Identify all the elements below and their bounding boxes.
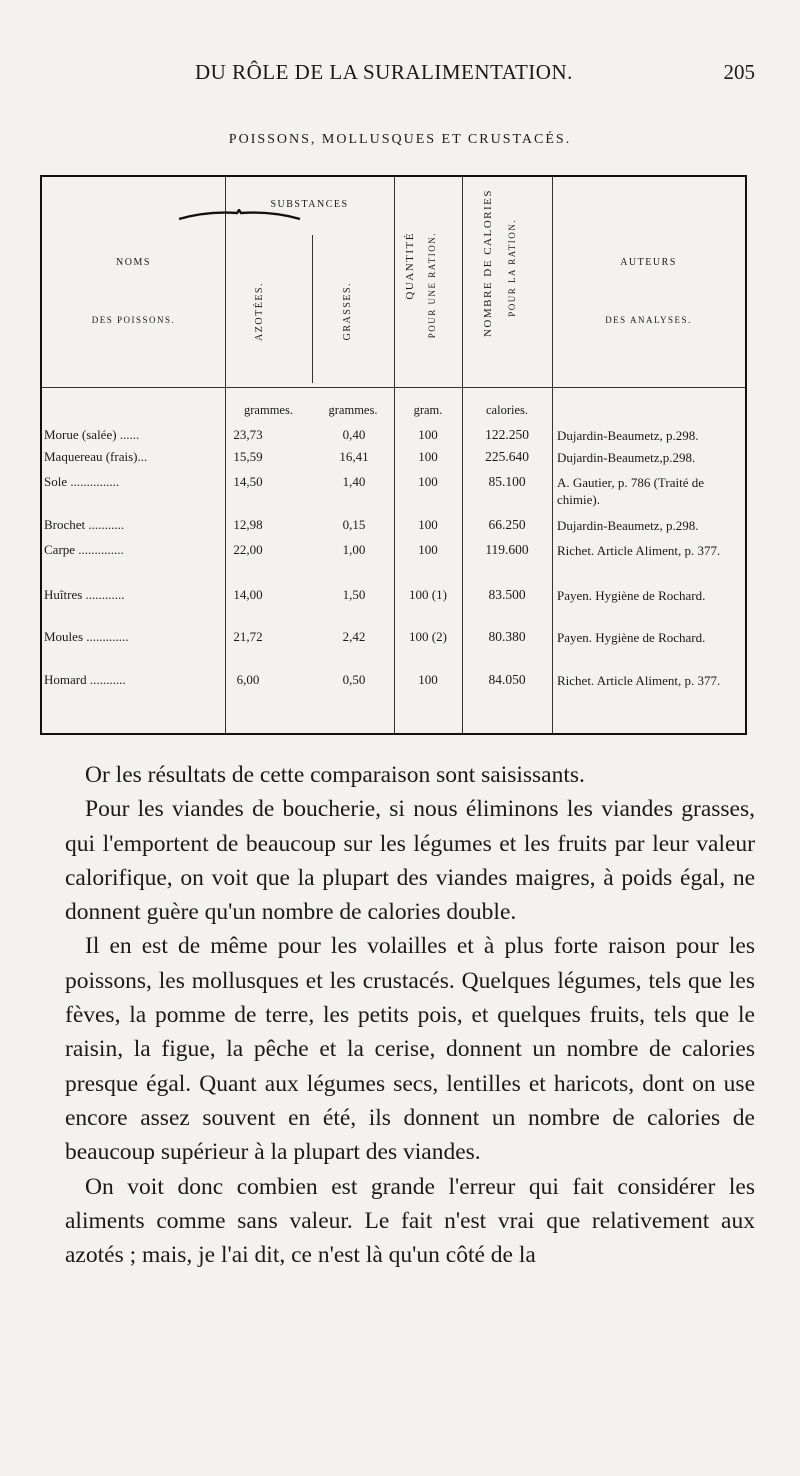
- author-ref: Dujardin-Beaumetz, p.298.: [557, 428, 699, 443]
- paragraph: Or les résultats de cette comparaison sont saisissants.: [85, 762, 585, 788]
- body-text: [65, 758, 755, 1272]
- calories-value: 66.250: [488, 517, 526, 532]
- author-ref: Payen. Hygiène de Rochard.: [557, 588, 706, 603]
- header-rule: [42, 387, 745, 388]
- calories-value: 119.600: [485, 542, 529, 557]
- azotees-value: 23,73: [233, 427, 263, 442]
- grasses-value: 1,40: [342, 474, 366, 489]
- fish-name: Huîtres ............: [44, 587, 125, 602]
- calories-value: 122.250: [485, 427, 529, 442]
- fish-name: Maquereau (frais)...: [44, 449, 148, 464]
- unit-azotees: grammes.: [244, 403, 293, 417]
- header-auteurs-sub: DES ANALYSES.: [605, 315, 692, 325]
- calories-value: 225.640: [485, 449, 529, 464]
- quantite-value: 100: [418, 542, 438, 557]
- fish-name: Morue (salée) ......: [44, 427, 140, 442]
- quantite-value: 100: [418, 517, 438, 532]
- grasses-value: 2,42: [342, 629, 366, 644]
- grasses-value: 0,50: [342, 672, 366, 687]
- brace-icon: [177, 209, 302, 221]
- azotees-value: 21,72: [233, 629, 263, 644]
- nutrition-table: [40, 175, 747, 735]
- azotees-value: 14,50: [233, 474, 263, 489]
- header-quantite: QUANTITÉ: [404, 232, 416, 300]
- running-title: DU RÔLE DE LA SURALIMENTATION.: [195, 60, 573, 84]
- calories-value: 85.100: [488, 474, 526, 489]
- quantite-value: 100: [418, 474, 438, 489]
- quantite-value: 100: [418, 672, 438, 687]
- grasses-value: 1,50: [342, 587, 366, 602]
- header-calories: NOMBRE DE CALORIES: [482, 189, 494, 338]
- unit-calories: calories.: [486, 403, 528, 417]
- unit-grasses: grammes.: [328, 403, 378, 417]
- table-caption: POISSONS, MOLLUSQUES ET CRUSTACÉS.: [228, 132, 572, 147]
- unit-quantite: gram.: [413, 403, 443, 417]
- header-noms-sub: DES POISSONS.: [91, 315, 176, 325]
- quantite-value: 100: [418, 427, 438, 442]
- author-ref: A. Gautier, p. 786 (Traité de chimie).: [557, 475, 705, 507]
- calories-value: 84.050: [488, 672, 526, 687]
- grasses-value: 1,00: [342, 542, 366, 557]
- author-ref: Dujardin-Beaumetz, p.298.: [557, 518, 699, 533]
- grasses-value: 0,15: [342, 517, 366, 532]
- azotees-value: 12,98: [233, 517, 263, 532]
- header-noms: NOMS: [116, 257, 151, 268]
- header-auteurs: AUTEURS: [620, 257, 677, 268]
- header-calories-sub: POUR LA RATION.: [507, 219, 517, 317]
- column-rule: [312, 235, 313, 383]
- azotees-value: 6,00: [236, 672, 260, 687]
- author-ref: Dujardin-Beaumetz,p.298.: [557, 450, 696, 465]
- paragraph: Il en est de même pour les volailles et à plus forte raison pour les poissons, les mollusques et les crustacés. Quelques légumes, tels que les fèves, la pomme de terre, les petits pois, et quelques fruits, tels que le raisin, la figue, la pêche et la cerise, donnent un nombre de calories presque égal. Quant aux légumes secs, lentilles et haricots, dont on use encore assez souvent en été, ils donnent un nombre de calories de beaucoup supérieur à la plupart des viandes.: [65, 933, 755, 1166]
- author-ref: Richet. Article Aliment, p. 377.: [557, 673, 721, 688]
- fish-name: Brochet ...........: [44, 517, 125, 532]
- author-ref: Richet. Article Aliment, p. 377.: [557, 543, 721, 558]
- grasses-value: 0,40: [342, 427, 366, 442]
- fish-name: Carpe ..............: [44, 542, 124, 557]
- header-grasses: GRASSES.: [342, 282, 353, 341]
- author-ref: Payen. Hygiène de Rochard.: [557, 630, 706, 645]
- fish-name: Sole ...............: [44, 474, 120, 489]
- quantite-value: 100 (1): [409, 587, 447, 602]
- quantite-value: 100: [418, 449, 438, 464]
- header-substances: SUBSTANCES: [270, 199, 349, 210]
- paragraph: On voit donc combien est grande l'erreur qui fait considérer les aliments comme sans valeur. Le fait n'est vrai que relativement aux azotés ; mais, je l'ai dit, ce n'est là qu'un côté de la: [65, 1173, 755, 1269]
- fish-name: Moules .............: [44, 629, 129, 644]
- azotees-value: 14,00: [233, 587, 263, 602]
- grasses-value: 16,41: [339, 449, 369, 464]
- fish-name: Homard ...........: [44, 672, 126, 687]
- azotees-value: 15,59: [233, 449, 263, 464]
- header-quantite-sub: POUR UNE RATION.: [427, 232, 437, 339]
- quantite-value: 100 (2): [409, 629, 447, 644]
- header-azotees: AZOTÉES.: [254, 282, 265, 341]
- calories-value: 80.380: [488, 629, 526, 644]
- paragraph: Pour les viandes de boucherie, si nous éliminons les viandes grasses, qui l'emportent de beaucoup sur les légumes et les fruits par leur valeur calorifique, on voit que la plupart des viandes maigres, à poids égal, ne donnent guère qu'un nombre de calories double.: [65, 796, 755, 926]
- running-head: [195, 60, 755, 90]
- calories-value: 83.500: [488, 587, 526, 602]
- page-number: 205: [723, 60, 755, 84]
- azotees-value: 22,00: [233, 542, 263, 557]
